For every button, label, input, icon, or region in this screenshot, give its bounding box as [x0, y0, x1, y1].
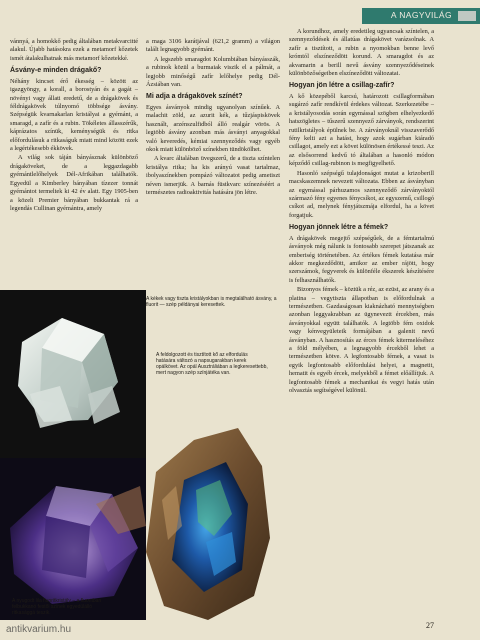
- paragraph: Bizonyos fémek – köztük a réz, az ezüst, az arany és a platina – vegytiszta állapotban is előfordulnak a természetben. Gazdaságosan kiaknázható mennyiségben azonban leggyakrabban az ügyneveztt ércekben, más ásványokkal együtt találhatók. A legtöbb fém oxidok vagy kénvegyületeik formájában a galenit nevű ásványban. A hasznosítás az érces fémek kitermeléséhez a föld mélyében, a legnagyobb ércekből lehet a természetben kötve. A legfontosabb fémek, a vasat is egyik legfontosabb előfordulási helyei, a magnetit, hematit és egyéb ércek, melyekből a fémet előállítjuk. A legfontosabb fémek a mechanikai és vegyi hatás után olvasztás segítségével különül.: [289, 286, 434, 395]
- paragraph: A kő közepéből karcsú, határozott csillagformában sugárzó zafír rendkívül érdekes változat. Szerkezetébe – a kristályosodás során egymással szögben elhelyezkedő hatszögletes – tűszerű szennyező zárványok, rendszerint rutilkristályok épülnek be. A zárványoknál visszaverődő fény kelti azt a hatást, hogy azok sugárban kiáradó csillagot, amely ezt a követ különösen értékessé teszi. Az az elsősorrend kedvű tó általában a hasonló módon képződő csillag-rubinon is megfigyelhető.: [289, 93, 434, 168]
- text-column-1: [10, 38, 138, 278]
- purple-fluorite-photo: [0, 458, 146, 620]
- header-tab-marker: [458, 11, 476, 21]
- page-number: 27: [426, 621, 434, 630]
- white-fluorite-photo: [0, 290, 146, 458]
- text-column-2: [146, 38, 280, 260]
- section-heading: Ásvány-e minden drágakő?: [10, 67, 102, 75]
- section-heading: Mi adja a drágakövek színét?: [146, 93, 243, 101]
- paragraph: A legszebb smaragdot Kolumbiában bányásszák, a rubinok közül a burmaiak viszik el a pálmát, a legjobb minőségű zafír lelőhelye pedig Dél-Ázsiában van.: [146, 55, 280, 89]
- paragraph: Hasonló szépségű tulajdonságot mutat a krizoberill macskaszemnek nevezett változata. Ebben az ásványban az egymással párhuzamos szennyeződő zárványoktól származó fény egyenes fénycsíkot, az egyszemű, csillogó csíkot ad, melynek fényjátszmája elfordul, ha a követ forgatjuk.: [289, 169, 434, 219]
- paragraph: A korundhoz, amely eredetileg ugyancsak színtelen, a szennyeződések és állatúas drágakövet varázsolnak. A zafír a tisztított, a rubin a nyomokban benne levő krómtól elszíneződött korund. A smaragdot és az akvamarin a berill nevű ásvány szennyeződéseinek különbözőségeiben elszíneződött változatai.: [289, 28, 434, 78]
- paragraph: A világ sok táján bányásznak különböző drágaköveket, de a leggazdagabb gyémántlelőhelyek Dél-Afrikában találhatók. Egyedül a Kimberley bányában tízezer tonnát gyémántot termeltek ki 42 év alatt. Egy 1905-ben a közeli Premier bányában bukkantak rá a legendás Cullinan gyémántra, amely: [10, 154, 138, 212]
- section-heading: Hogyan jönnek létre a fémek?: [289, 224, 389, 232]
- image-caption: A nyugodt lila fluoritkristály – a fluoritban felbukkanó festői színek egyedülálló ritkasággá teszik.: [12, 598, 102, 616]
- paragraph: a maga 3106 karátjával (621,2 gramm) a világon talált legnagyobb gyémánt.: [146, 38, 280, 54]
- paragraph: Egyes ásványok mindig ugyanolyan színűek. A malachit zöld, az azurit kék, a tűzjáspiskövek használt, arzénszulfidból álló realgár vörös. A legtöbb ásvány azonban más ásványi anyagokkal való keveredés, kémiai szennyeződés vagy egyéb okok miatt különböző színekben tündökölhet.: [146, 104, 280, 154]
- section-heading: Hogyan jön létre a csillag-zafír?: [289, 82, 395, 90]
- mineral-photographs: [0, 290, 280, 624]
- paragraph: vánnyá, a homokkő pedig általában metakvarcitté alakul. Újabb hatásokra ezek a metamorf kőzetek ismét átalakulhatnak más metamorf kőzetekké.: [10, 38, 138, 62]
- paragraph: A kvarc általában üvegszerű, de a tiszta színtelen kristálya ritka; ha kis arányú vasat tartalmaz, ibolyaszínekben pompázó változatot pedig ametiszt néven ismerjük. A barnás füstkvarc színezéséért a természetes radioaktivitás hatására jön létre.: [146, 155, 280, 197]
- image-caption: A feldolgozott és tisztított kő az elfordulás hatására változó a napsugarakban kerek opálkövet. Az opál Ausztráliában a legkeresettebb, mert nagyon szép színjátéka van.: [156, 352, 268, 376]
- paragraph: A drágakövek megejtő szépségűek, de a fémtartalmú ásványok még nálunk is fontosabb szerepet játszanak az emberiség történetében. Az értékes fémek kutatása már akkor megkezdődött, amikor az ember rájött, hogy szerszámok, fegyverek és különféle ékszerek készítésére is felhasználhatók.: [289, 234, 434, 284]
- watermark-text: antikvarium.hu: [6, 624, 72, 635]
- section-title: A NAGYVILÁG: [390, 10, 452, 20]
- section-header-band: [362, 8, 480, 24]
- text-column-3: [289, 28, 434, 618]
- image-caption: A kékek vagy tiszta kristályokban is megtalálható ásvány, a fluorit — szép példányai keresettek.: [146, 296, 277, 308]
- opal-rock-photo: [146, 428, 270, 620]
- paragraph: Néhány kincset érő ékesség – között az igazgyöngy, a korall, a borostyán és a gagát – növényi vagy állati eredetű, de a drágakövek és féldrágakövek túlnyomó többsége ásvány. Szépségük kvarnakarlan kristályai a gyémánt, a smaragd, a zafír és a rubin. Tökéletes állasszérűk, káprázatos színük, keménységük és ritka előfordulásuk a ritkaságuk miatt mind között ezek a legértékesebb ékkövek.: [10, 77, 138, 153]
